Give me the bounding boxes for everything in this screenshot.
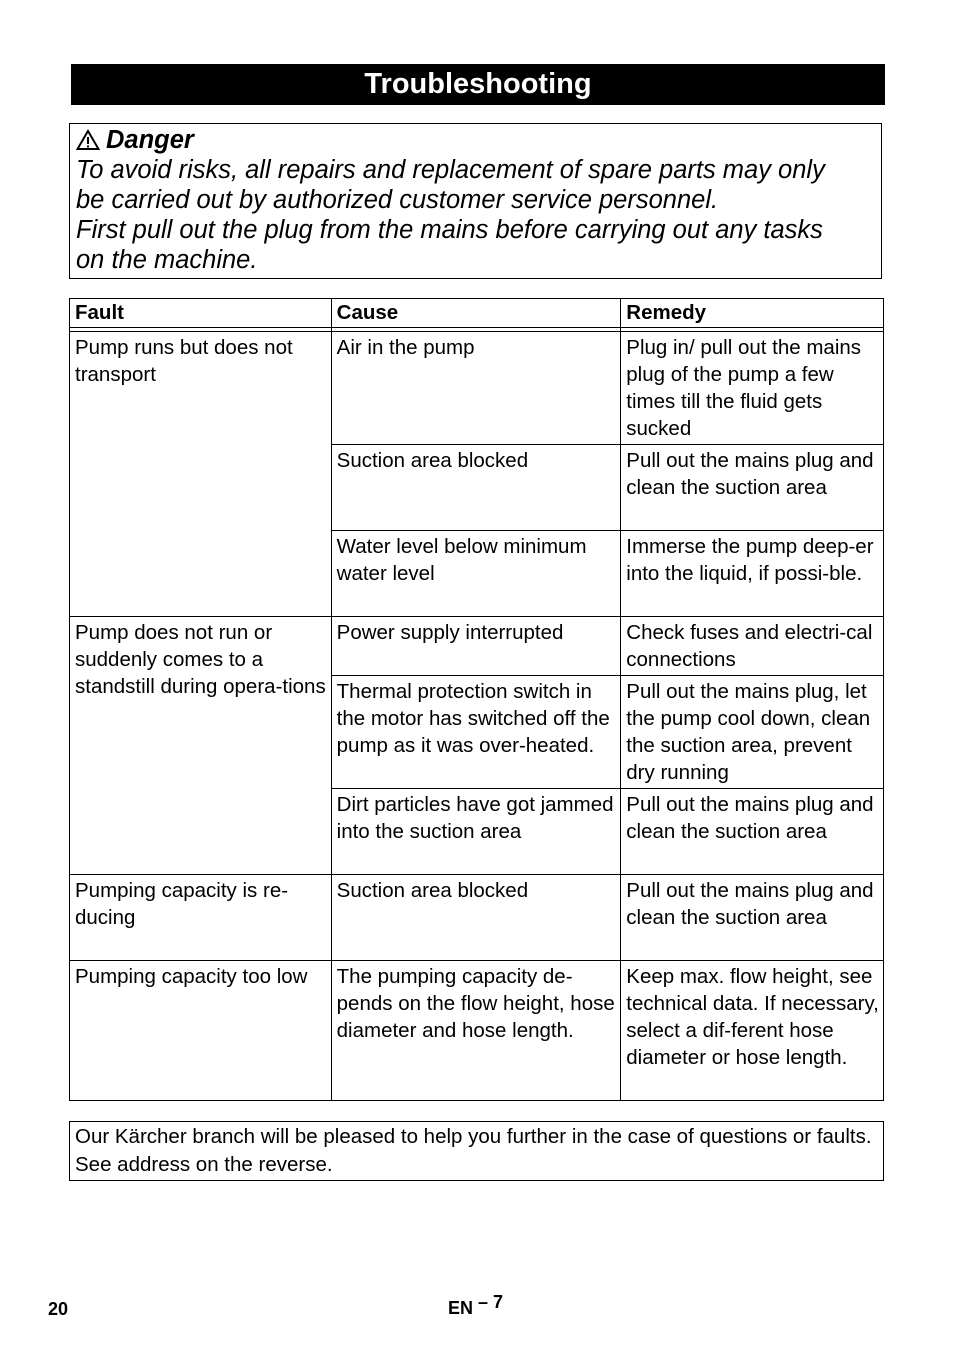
cause-cell: Dirt particles have got jammed into the suction area bbox=[331, 789, 621, 875]
remedy-cell: Check fuses and electri-cal connections bbox=[621, 617, 884, 676]
troubleshooting-table bbox=[69, 298, 884, 1101]
table-row bbox=[70, 332, 884, 445]
remedy-cell: Pull out the mains plug and clean the suction area bbox=[621, 445, 884, 531]
danger-line: First pull out the plug from the mains before carrying out any tasks bbox=[76, 216, 823, 244]
page-number: 20 bbox=[48, 1299, 69, 1319]
danger-line: be carried out by authorized customer service personnel. bbox=[76, 186, 719, 214]
cause-cell: Suction area blocked bbox=[331, 875, 621, 961]
danger-heading-row bbox=[76, 125, 875, 155]
header-remedy: Remedy bbox=[621, 299, 884, 328]
danger-line: on the machine. bbox=[76, 246, 258, 274]
table-row bbox=[70, 875, 884, 961]
danger-heading: Danger bbox=[106, 126, 194, 154]
remedy-cell: Pull out the mains plug and clean the suction area bbox=[621, 789, 884, 875]
table-row bbox=[70, 961, 884, 1101]
remedy-cell: Plug in/ pull out the mains plug of the pump a few times till the fluid gets sucked bbox=[621, 332, 884, 445]
cause-cell: Water level below minimum water level bbox=[331, 531, 621, 617]
fault-cell: Pump does not run or suddenly comes to a standstill during opera-tions bbox=[70, 617, 332, 875]
danger-notice bbox=[69, 123, 882, 279]
footer-page-index: – 7 bbox=[478, 1292, 504, 1312]
page-title: Troubleshooting bbox=[71, 64, 885, 105]
header-cause: Cause bbox=[331, 299, 621, 328]
remedy-cell: Pull out the mains plug, let the pump cool down, clean the suction area, prevent dry running bbox=[621, 676, 884, 789]
table-header-row bbox=[70, 299, 884, 328]
danger-line: To avoid risks, all repairs and replacement of spare parts may only bbox=[76, 156, 825, 184]
remedy-cell: Keep max. flow height, see technical data. If necessary, select a dif-ferent hose diameter or hose length. bbox=[621, 961, 884, 1101]
cause-cell: Air in the pump bbox=[331, 332, 621, 445]
cause-cell: Thermal protection switch in the motor has switched off the pump as it was over-heated. bbox=[331, 676, 621, 789]
help-note: Our Kärcher branch will be pleased to help you further in the case of questions or faults. See address on the reverse. bbox=[69, 1121, 884, 1181]
remedy-cell: Pull out the mains plug and clean the suction area bbox=[621, 875, 884, 961]
table-row bbox=[70, 617, 884, 676]
cause-cell: Suction area blocked bbox=[331, 445, 621, 531]
warning-triangle-icon bbox=[76, 129, 100, 151]
fault-cell: Pump runs but does not transport bbox=[70, 332, 332, 617]
header-fault: Fault bbox=[70, 299, 332, 328]
cause-cell: Power supply interrupted bbox=[331, 617, 621, 676]
cause-cell: The pumping capacity de-pends on the flow height, hose diameter and hose length. bbox=[331, 961, 621, 1101]
fault-cell: Pumping capacity is re-ducing bbox=[70, 875, 332, 961]
remedy-cell: Immerse the pump deep-er into the liquid, if possi-ble. bbox=[621, 531, 884, 617]
footer-language: EN bbox=[448, 1298, 474, 1318]
fault-cell: Pumping capacity too low bbox=[70, 961, 332, 1101]
footer-page-ref bbox=[448, 1292, 504, 1319]
